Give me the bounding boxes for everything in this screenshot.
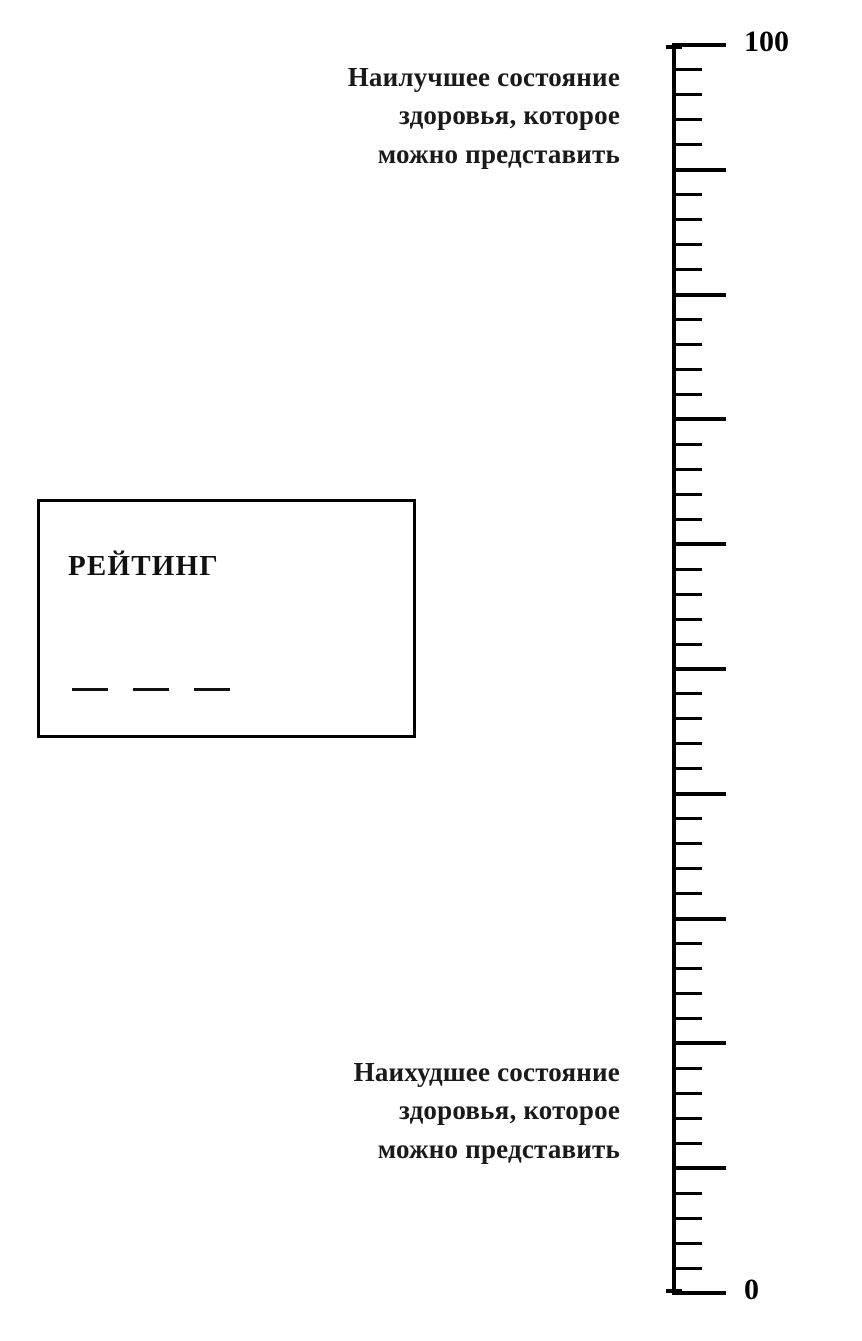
scale-tick-major (672, 293, 726, 297)
scale-tick-minor (672, 93, 702, 96)
scale-tick-minor (672, 243, 702, 246)
scale-tick-minor (672, 1267, 702, 1270)
scale-tick-minor (672, 368, 702, 371)
scale-tick-major (672, 168, 726, 172)
scale-tick-minor (672, 268, 702, 271)
scale-tick-minor (672, 892, 702, 895)
scale-tick-minor (672, 468, 702, 471)
scale-tick-major (672, 1291, 726, 1295)
scale-tick-minor (672, 1092, 702, 1095)
scale-tick-minor (672, 68, 702, 71)
scale-tick-minor (672, 1142, 702, 1145)
best-health-label: Наилучшее состояние здоровья, которое можно представить (347, 62, 620, 169)
scale-tick-minor (672, 942, 702, 945)
scale-tick-major (672, 667, 726, 671)
scale-tick-minor (672, 1067, 702, 1070)
scale-tick-minor (672, 1017, 702, 1020)
scale-tick-minor (672, 643, 702, 646)
rating-digit-blank-2[interactable] (133, 688, 169, 691)
scale-tick-minor (672, 593, 702, 596)
scale-tick-minor (672, 867, 702, 870)
scale-tick-minor (672, 218, 702, 221)
scale-tick-minor (672, 493, 702, 496)
scale-tick-minor (672, 568, 702, 571)
scale-tick-minor (672, 992, 702, 995)
scale-tick-minor (672, 817, 702, 820)
scale-tick-minor (672, 193, 702, 196)
rating-digit-blank-3[interactable] (194, 688, 230, 691)
scale-tick-minor (672, 1117, 702, 1120)
scale-tick-major (672, 792, 726, 796)
scale-tick-minor (672, 842, 702, 845)
scale-tick-major (672, 542, 726, 546)
scale-tick-minor (672, 343, 702, 346)
rating-digit-blank-1[interactable] (72, 688, 108, 691)
scale-tick-minor (672, 318, 702, 321)
scale-tick-minor (672, 1192, 702, 1195)
scale-tick-minor (672, 967, 702, 970)
scale-tick-major (672, 1041, 726, 1045)
scale-tick-minor (672, 143, 702, 146)
scale-tick-minor (672, 767, 702, 770)
scale-tick-major (672, 43, 726, 47)
scale-tick-minor (672, 742, 702, 745)
scale-tick-minor (672, 393, 702, 396)
scale-tick-minor (672, 443, 702, 446)
scale-max-label: 100 (744, 25, 789, 58)
scale-tick-major (672, 1166, 726, 1170)
scale-tick-minor (672, 1217, 702, 1220)
scale-tick-minor (672, 518, 702, 521)
scale-min-label: 0 (744, 1273, 759, 1306)
scale-tick-minor (672, 692, 702, 695)
rating-box-title: РЕЙТИНГ (68, 550, 219, 582)
scale-tick-minor (672, 118, 702, 121)
scale-tick-minor (672, 618, 702, 621)
rating-box[interactable] (37, 499, 416, 738)
scale-tick-major (672, 417, 726, 421)
scale-tick-minor (672, 1242, 702, 1245)
scale-tick-minor (672, 717, 702, 720)
scale-tick-major (672, 917, 726, 921)
worst-health-label: Наихудшее состояние здоровья, которое можно представить (353, 1057, 620, 1164)
visual-analogue-scale[interactable] (672, 25, 789, 1306)
